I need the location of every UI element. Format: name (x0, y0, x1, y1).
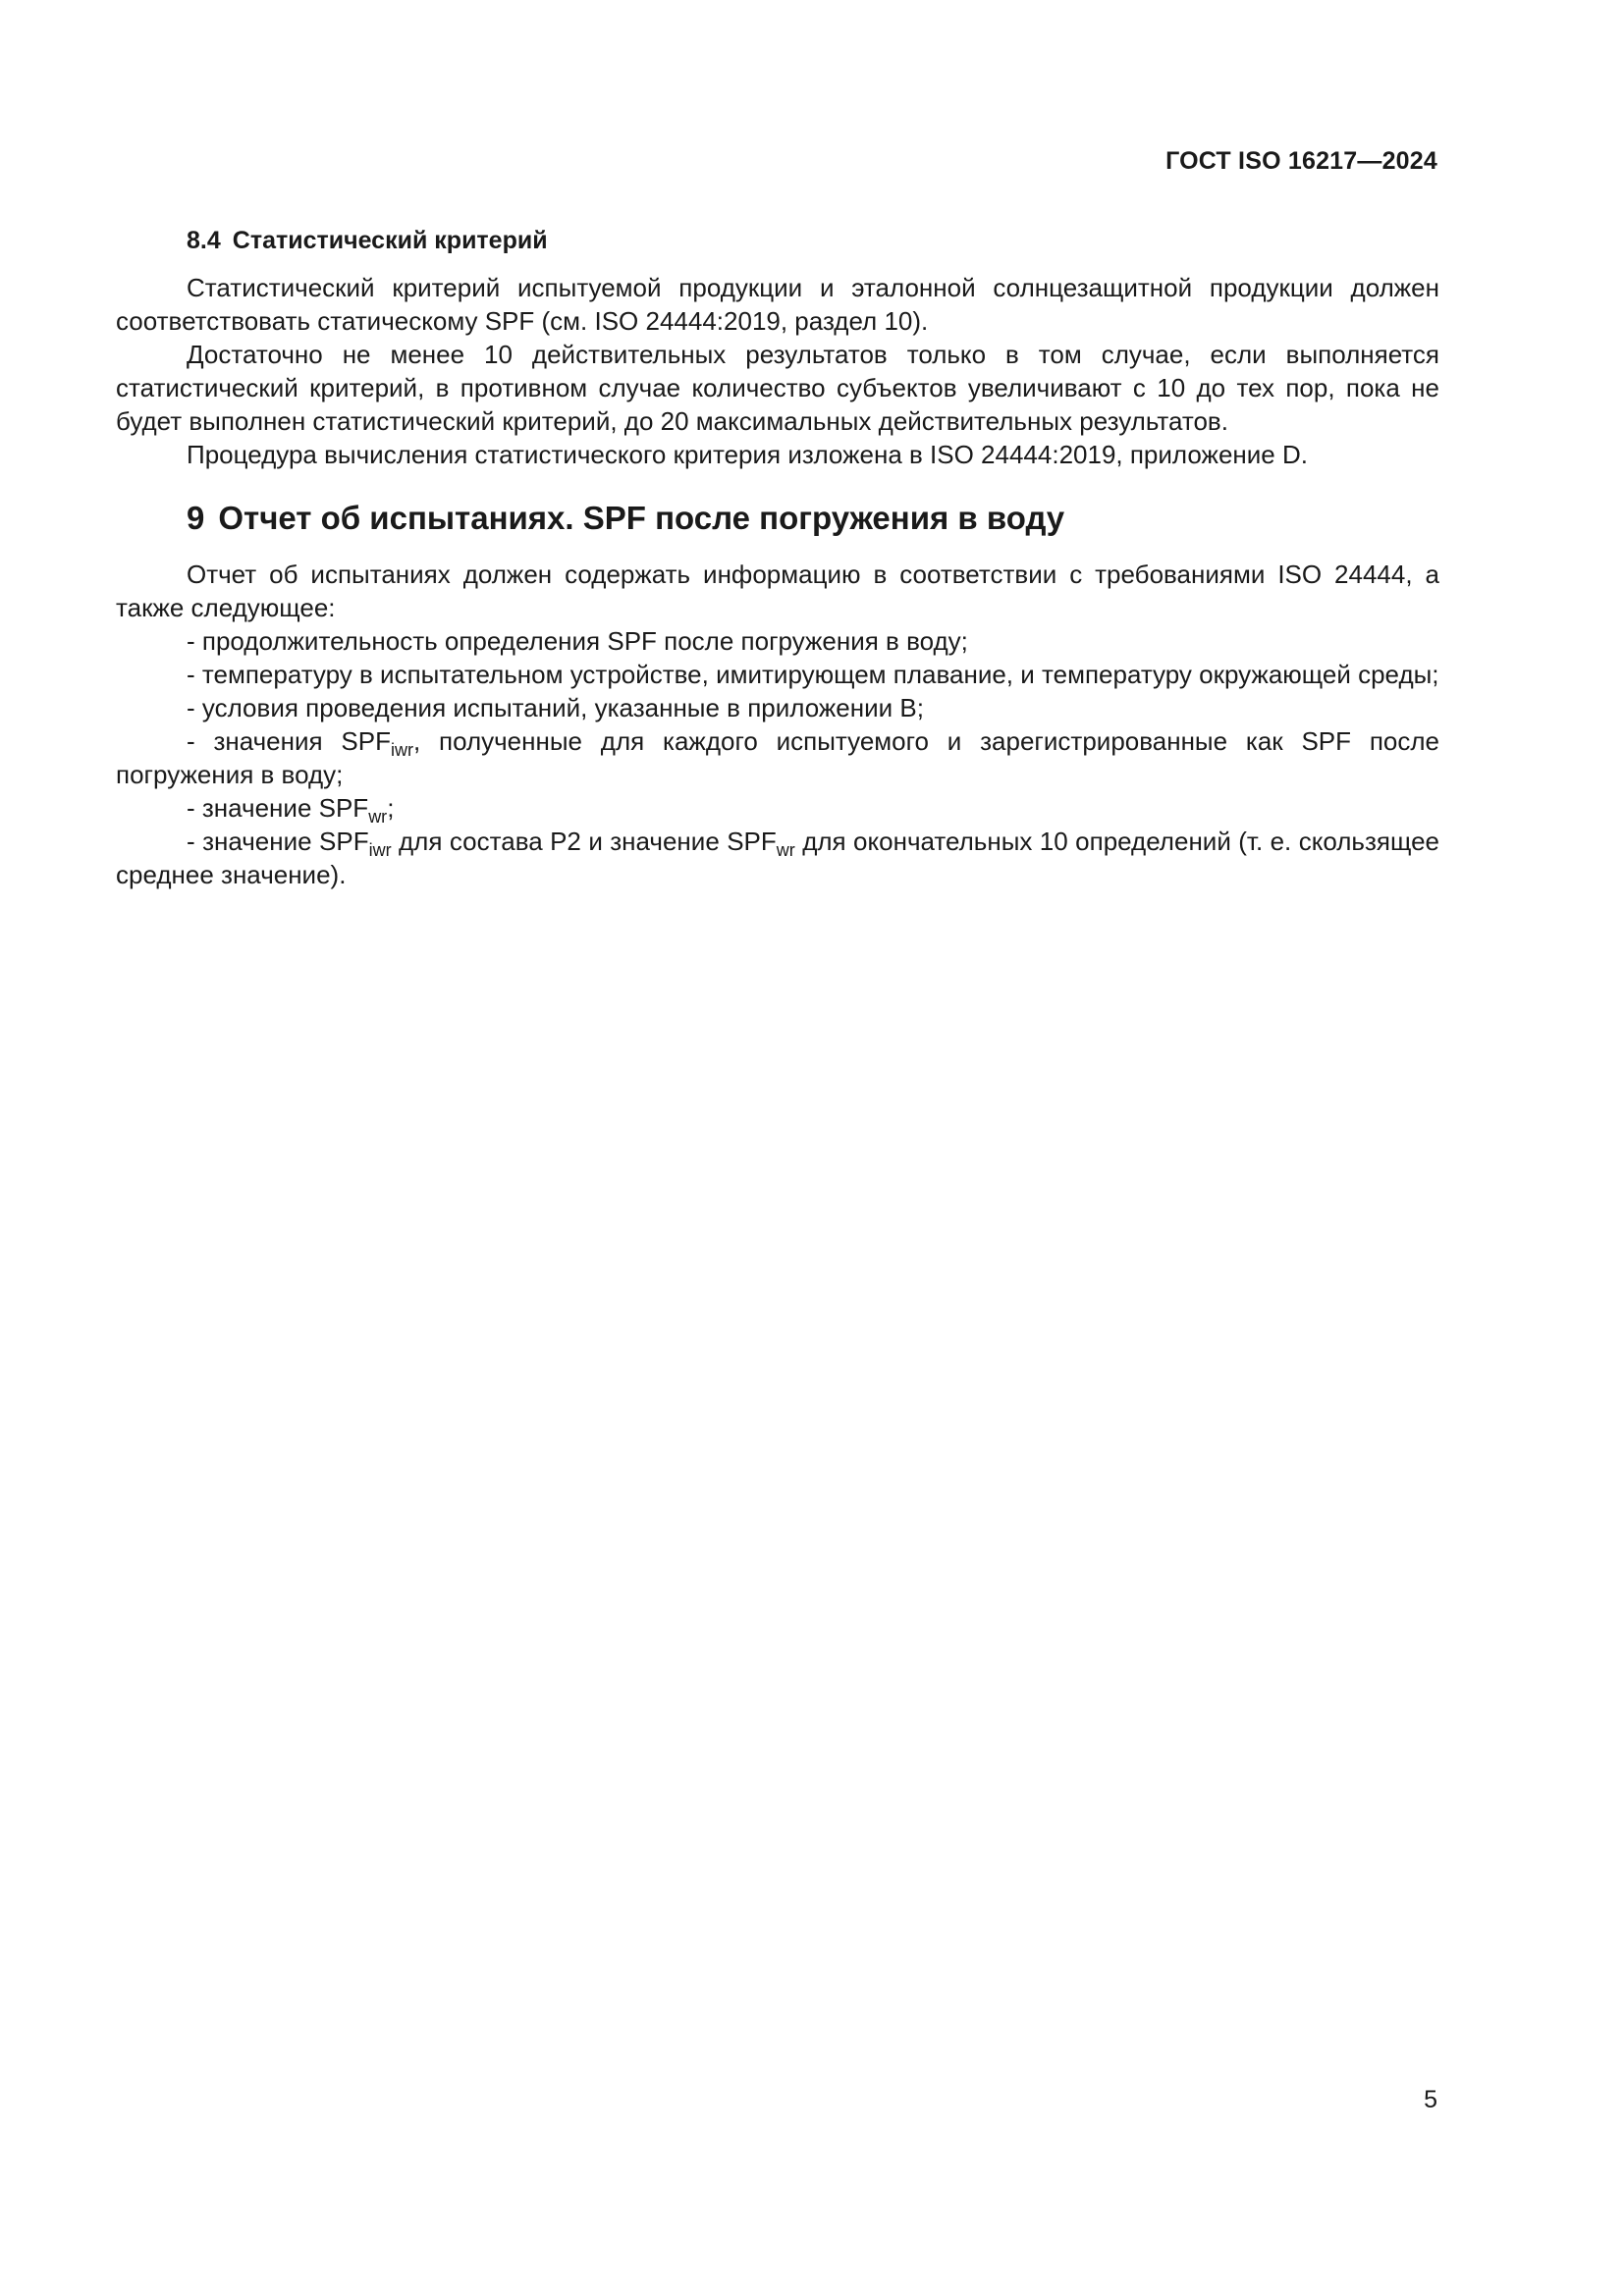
paragraph-statistical-criterion: Статистический критерий испытуемой продукции и эталонной солнцезащитной продукции должен соответствовать статическому SPF (см. ISO 24444:2019, раздел 10). (116, 273, 1439, 336)
list-item-text: для состава P2 и значение SPF (391, 827, 777, 856)
page-content (116, 224, 1439, 891)
list-item-spf-iwr-values (116, 724, 1439, 791)
list-item-text: ; (387, 793, 395, 823)
paragraph-calculation-procedure: Процедура вычисления статистического критерия изложена в ISO 24444:2019, приложение D. (187, 440, 1308, 469)
list-item-text: - значения SPF (187, 726, 391, 756)
section-heading (116, 499, 1439, 538)
list-item-text: - значение SPF (187, 827, 369, 856)
section-title: Отчет об испытаниях. SPF после погружения в воду (218, 500, 1065, 536)
subsection-number: 8.4 (187, 227, 221, 254)
list-item-spf-wr-value (116, 791, 1439, 825)
subscript-iwr: iwr (368, 840, 392, 860)
paragraph-report-intro: Отчет об испытаниях должен содержать информацию в соответствии с требованиями ISO 24444, а также следующее: (116, 560, 1439, 622)
subsection-title: Статистический критерий (232, 227, 548, 254)
list-item-text: , полученные для каждого испытуемого и зарегистрированные как SPF после погружения в воду; (116, 726, 1439, 789)
subscript-iwr: iwr (390, 740, 413, 760)
subscript-wr: wr (368, 807, 388, 827)
list-item-conditions: - условия проведения испытаний, указанные в приложении B; (187, 693, 924, 722)
subsection-heading (116, 224, 1439, 257)
paragraph-valid-results: Достаточно не менее 10 действительных результатов только в том случае, если выполняется статистический критерий, в противном случае количество субъектов увеличивают с 10 до тех пор, пока не будет выполнен статистический критерий, до 20 максимальных действительных результатов. (116, 340, 1439, 436)
list-item-duration: - продолжительность определения SPF после погружения в воду; (187, 626, 968, 656)
list-item-text: для окончательных 10 определений (т. е. скользящее среднее значение). (116, 827, 1439, 889)
page-number: 5 (1424, 2086, 1437, 2113)
subscript-wr: wr (776, 840, 795, 860)
list-item-p2-moving-average (116, 825, 1439, 891)
document-code-header: ГОСТ ISO 16217—2024 (1165, 147, 1437, 175)
section-number: 9 (187, 500, 205, 536)
list-item-text: - значение SPF (187, 793, 369, 823)
list-item-temperature: - температуру в испытательном устройстве, имитирующем плавание, и температуру окружающей среды; (187, 660, 1439, 689)
